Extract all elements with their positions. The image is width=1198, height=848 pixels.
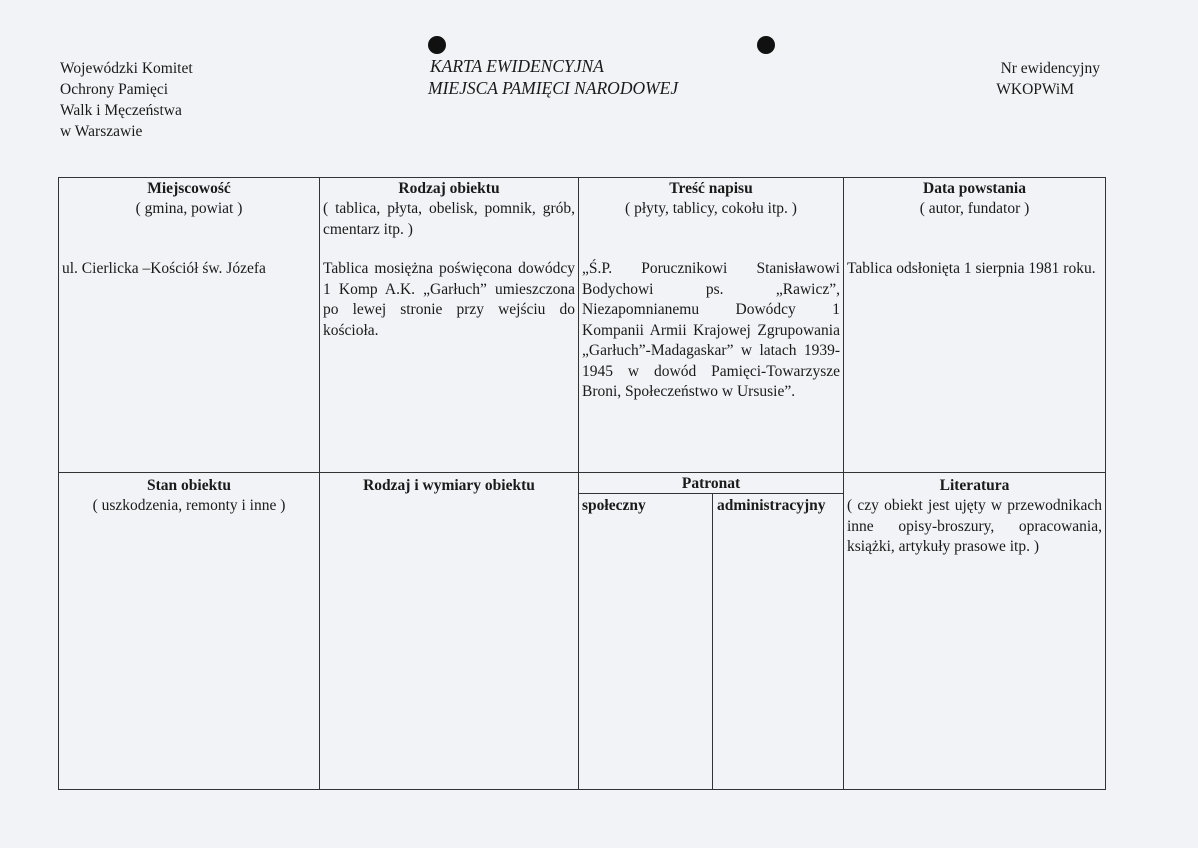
location-heading: Miejscowość: [147, 180, 231, 197]
table-col-divider-1: [319, 177, 320, 790]
registry-number-label: Nr ewidencyjny: [1000, 60, 1100, 77]
issuer-line-1: Wojewódzki Komitet: [60, 60, 193, 77]
literature-subheading: ( czy obiekt jest ujęty w przewodnikach inne opisy-broszury, opracowania, książki, artykuły prasowe itp. ): [847, 497, 1102, 555]
location-subheading: ( gmina, powiat ): [135, 200, 243, 217]
creation-date-subheading: ( autor, fundator ): [919, 200, 1030, 217]
table-border-bottom: [58, 789, 1106, 790]
creation-date-value: Tablica odsłonięta 1 sierpnia 1981 roku.: [847, 260, 1096, 277]
table-col-divider-3: [843, 177, 844, 790]
object-type-heading: Rodzaj obiektu: [398, 180, 500, 197]
object-type-subheading: ( tablica, płyta, obelisk, pomnik, grób, cmentarz itp. ): [323, 200, 575, 238]
title-line-2: MIEJSCA PAMIĘCI NARODOWEJ: [428, 78, 679, 98]
table-border-left: [58, 177, 59, 790]
patronage-heading: Patronat: [681, 475, 741, 492]
registry-number-block: [900, 58, 1100, 100]
inscription-subheading: ( płyty, tablicy, cokołu itp. ): [625, 200, 797, 217]
table-row-divider: [58, 472, 1106, 473]
issuer-block: [60, 58, 193, 142]
patronage-admin-heading: administracyjny: [717, 497, 826, 514]
creation-date-heading: Data powstania: [923, 180, 1026, 197]
issuer-line-3: Walk i Męczeństwa: [60, 102, 182, 119]
issuer-line-2: Ochrony Pamięci: [60, 81, 169, 98]
table-col-divider-2: [578, 177, 579, 790]
patronat-col-divider: [712, 493, 713, 790]
object-type-value: Tablica mosiężna poświęcona dowódcy 1 Komp A.K. „Garłuch” umieszczona po lewej stronie przy wejściu do kościoła.: [323, 260, 575, 339]
title-line-1: KARTA EWIDENCYJNA: [430, 56, 604, 76]
punch-hole-right: [757, 36, 775, 54]
table-border-right: [1105, 177, 1106, 790]
table-border-top: [58, 177, 1106, 178]
inscription-heading: Treść napisu: [669, 180, 753, 197]
type-dimensions-heading: Rodzaj i wymiary obiektu: [363, 477, 535, 494]
condition-subheading: ( uszkodzenia, remonty i inne ): [92, 497, 286, 514]
patronage-social-heading: społeczny: [582, 497, 646, 514]
condition-heading: Stan obiektu: [147, 477, 231, 494]
literature-heading: Literatura: [939, 477, 1010, 494]
registry-number-value: WKOPWiM: [996, 81, 1074, 98]
document-title: [428, 55, 678, 99]
location-value: ul. Cierlicka –Kościół św. Józefa: [62, 260, 266, 277]
punch-hole-left: [428, 36, 446, 54]
issuer-line-4: w Warszawie: [60, 123, 143, 140]
inscription-value: „Ś.P. Porucznikowi Stanisławowi Bodychowi ps. „Rawicz”, Niezapomnianemu Dowódcy 1 Kompanii Armii Krajowej Zgrupowania „Garłuch”-Madagaskar” w latach 1939-1945 w dowód Pamięci-Towarzysze Broni, Społeczeństwo w Ursusie”.: [582, 260, 840, 400]
